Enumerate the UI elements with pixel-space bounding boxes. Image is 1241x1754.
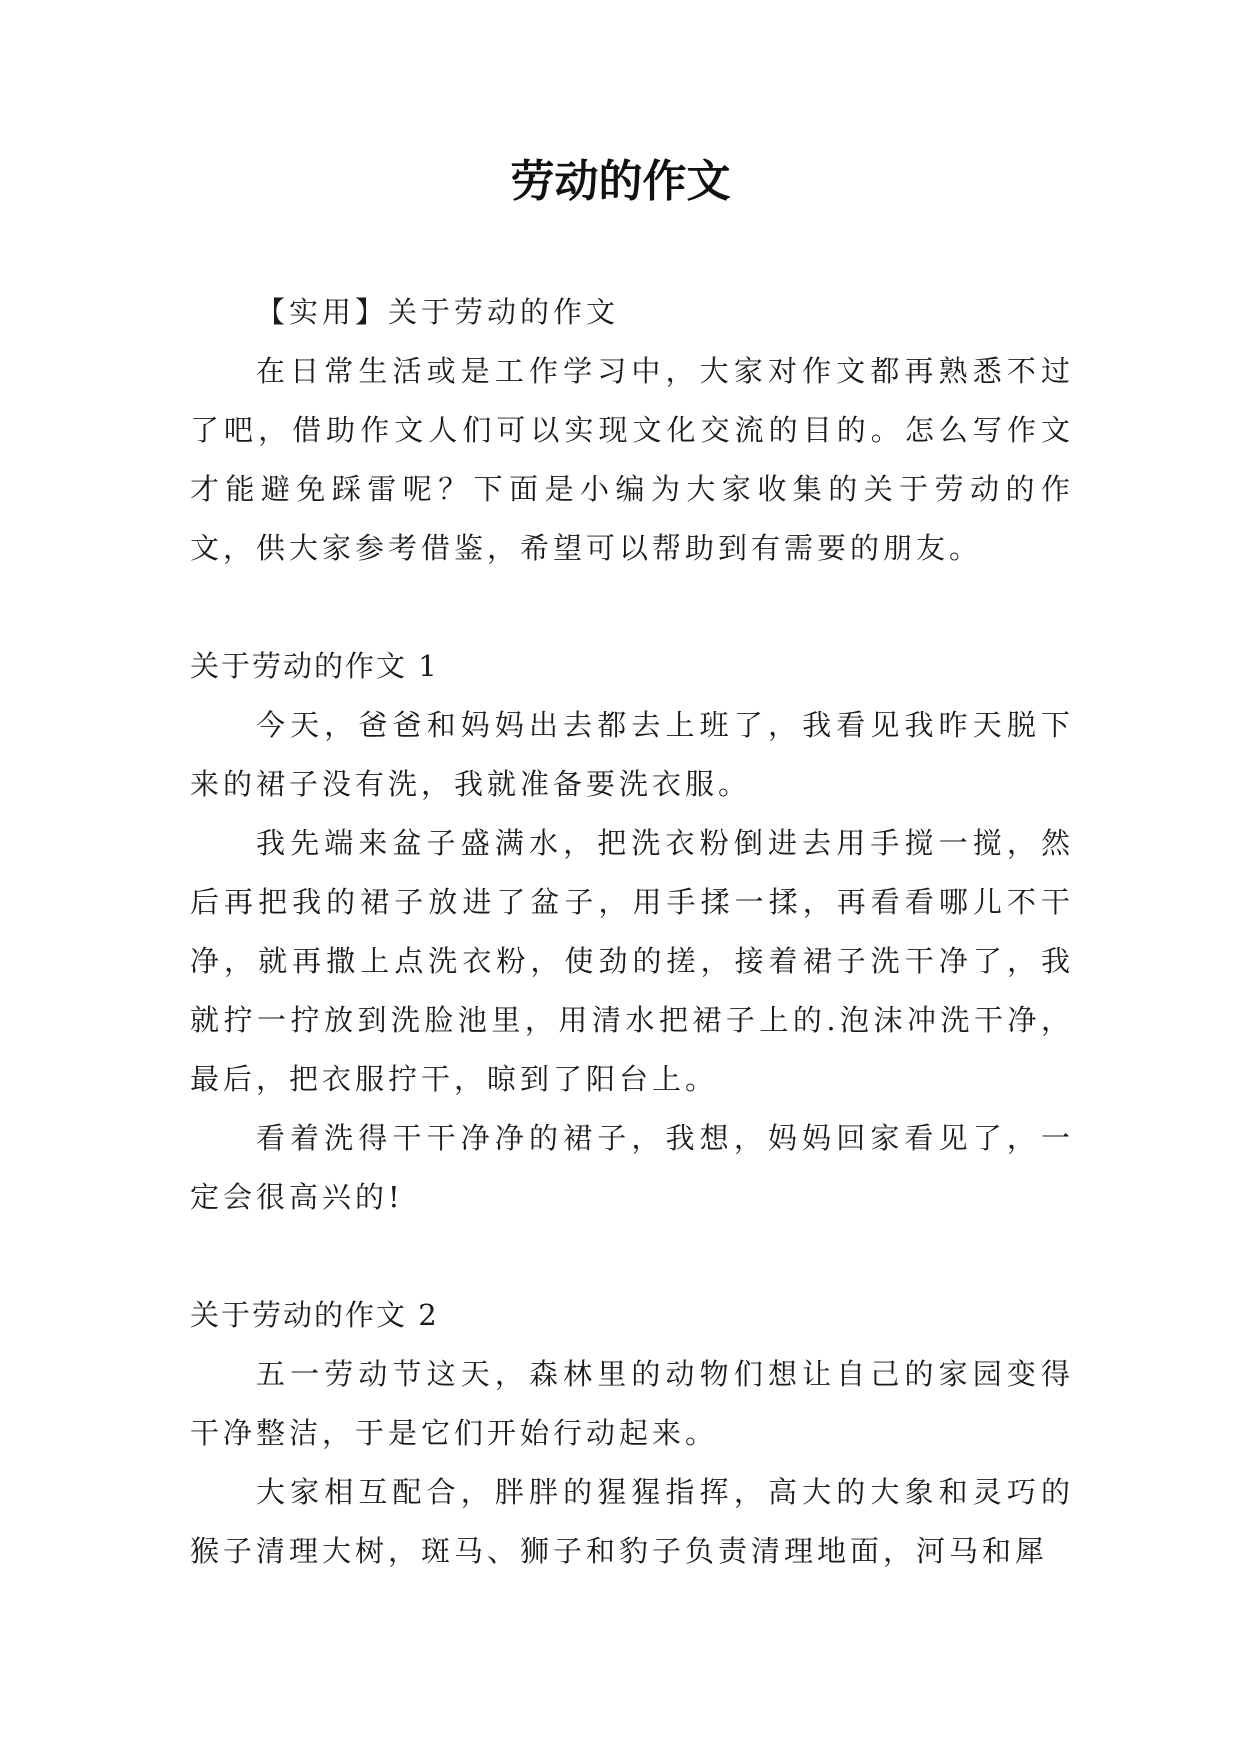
essay-1-paragraph-1: 今天，爸爸和妈妈出去都去上班了，我看见我昨天脱下来的裙子没有洗，我就准备要洗衣服。 [190, 708, 1074, 801]
intro-heading: 【实用】关于劳动的作文 [256, 295, 620, 329]
document-body [190, 283, 1074, 1581]
essay-2-paragraph-1: 五一劳动节这天，森林里的动物们想让自己的家园变得干净整洁，于是它们开始行动起来。 [190, 1357, 1074, 1450]
essay-2-paragraph-2: 大家相互配合，胖胖的猩猩指挥，高大的大象和灵巧的猴子清理大树，斑马、狮子和豹子负责清理地面，河马和犀 [190, 1475, 1074, 1568]
document-title: 劳动的作文 [510, 156, 731, 207]
section-spacer [190, 578, 1074, 637]
essay-1-heading: 关于劳动的作文 1 [190, 649, 439, 683]
section-spacer [190, 1227, 1074, 1286]
intro-paragraph: 在日常生活或是工作学习中，大家对作文都再熟悉不过了吧，借助作文人们可以实现文化交流的目的。怎么写作文才能避免踩雷呢？下面是小编为大家收集的关于劳动的作文，供大家参考借鉴，希望可以帮助到有需要的朋友。 [190, 354, 1074, 565]
essay-1-paragraph-3: 看着洗得干干净净的裙子，我想，妈妈回家看见了，一定会很高兴的! [190, 1121, 1074, 1214]
essay-2-heading: 关于劳动的作文 2 [190, 1298, 439, 1332]
essay-1-paragraph-2: 我先端来盆子盛满水，把洗衣粉倒进去用手搅一搅，然后再把我的裙子放进了盆子，用手揉一揉，再看看哪儿不干净，就再撒上点洗衣粉，使劲的搓，接着裙子洗干净了，我就拧一拧放到洗脸池里，用清水把裙子上的.泡沫冲洗干净，最后，把衣服拧干，晾到了阳台上。 [190, 826, 1074, 1096]
